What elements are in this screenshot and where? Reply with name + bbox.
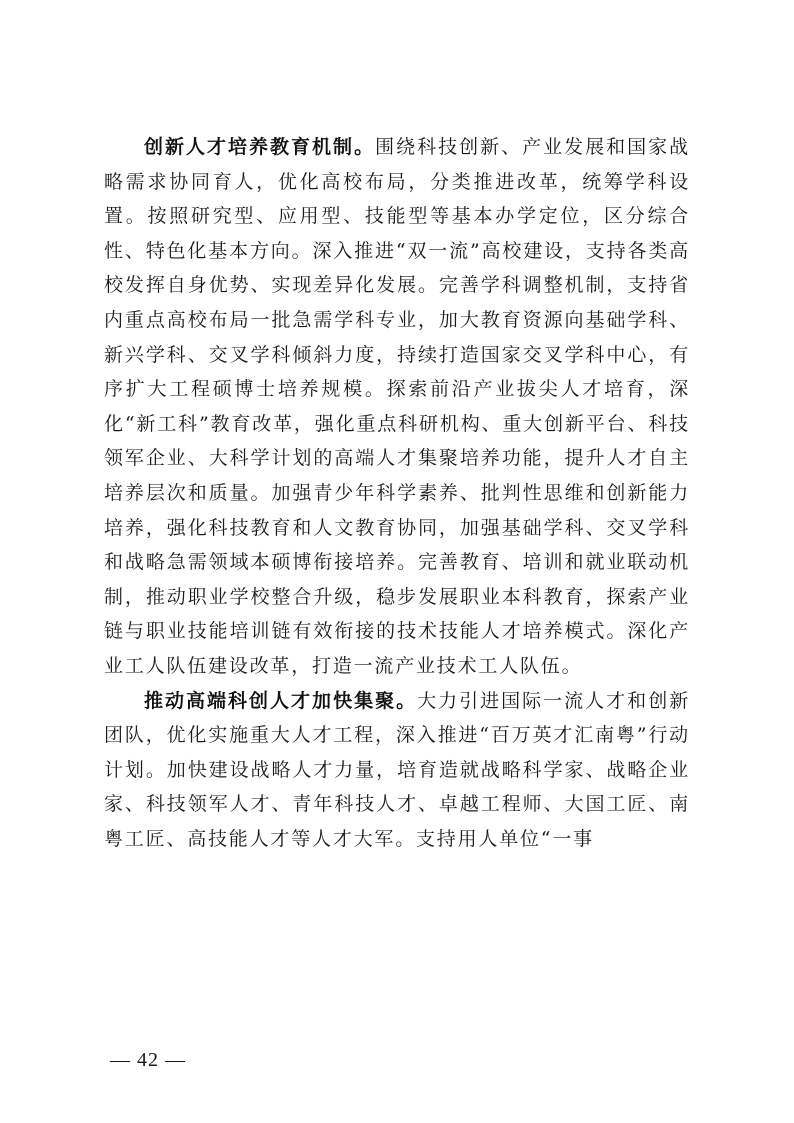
paragraph-talent-gathering [104,684,690,857]
paragraph-lead-heading: 创新人才培养教育机制。 [144,136,376,158]
body-text [104,130,690,856]
paragraph-talent-training [104,130,690,684]
paragraph-body: 围绕科技创新、产业发展和国家战略需求协同育人，优化高校布局，分类推进改革，统筹学科设置。按照研究型、应用型、技能型等基本办学定位，区分综合性、特色化基本方向。深入推进“双一流”高校建设，支持各类高校发挥自身优势、实现差异化发展。完善学科调整机制，支持省内重点高校布局一批急需学科专业，加大教育资源向基础学科、新兴学科、交叉学科倾斜力度，持续打造国家交叉学科中心，有序扩大工程硕博士培养规模。探索前沿产业拔尖人才培育，深化“新工科”教育改革，强化重点科研机构、重大创新平台、科技领军企业、大科学计划的高端人才集聚培养功能，提升人才自主培养层次和质量。加强青少年科学素养、批判性思维和创新能力培养，强化科技教育和人文教育协同，加强基础学科、交叉学科和战略急需领域本硕博衔接培养。完善教育、培训和就业联动机制，推动职业学校整合升级，稳步发展职业本科教育，探索产业链与职业技能培训链有效衔接的技术技能人才培养模式。深化产业工人队伍建设改革，打造一流产业技术工人队伍。 [104,136,690,677]
paragraph-lead-heading: 推动高端科创人才加快集聚。 [144,689,418,712]
page-number: — 42 — [110,1049,186,1071]
paragraph-body: 大力引进国际一流人才和创新团队，优化实施重大人才工程，深入推进“百万英才汇南粤”行动计划。加快建设战略人才力量，培育造就战略科学家、战略企业家、科技领军人才、青年科技人才、卓越工程师、大国工匠、南粤工匠、高技能人才等人才大军。支持用人单位“一事 [104,689,691,850]
